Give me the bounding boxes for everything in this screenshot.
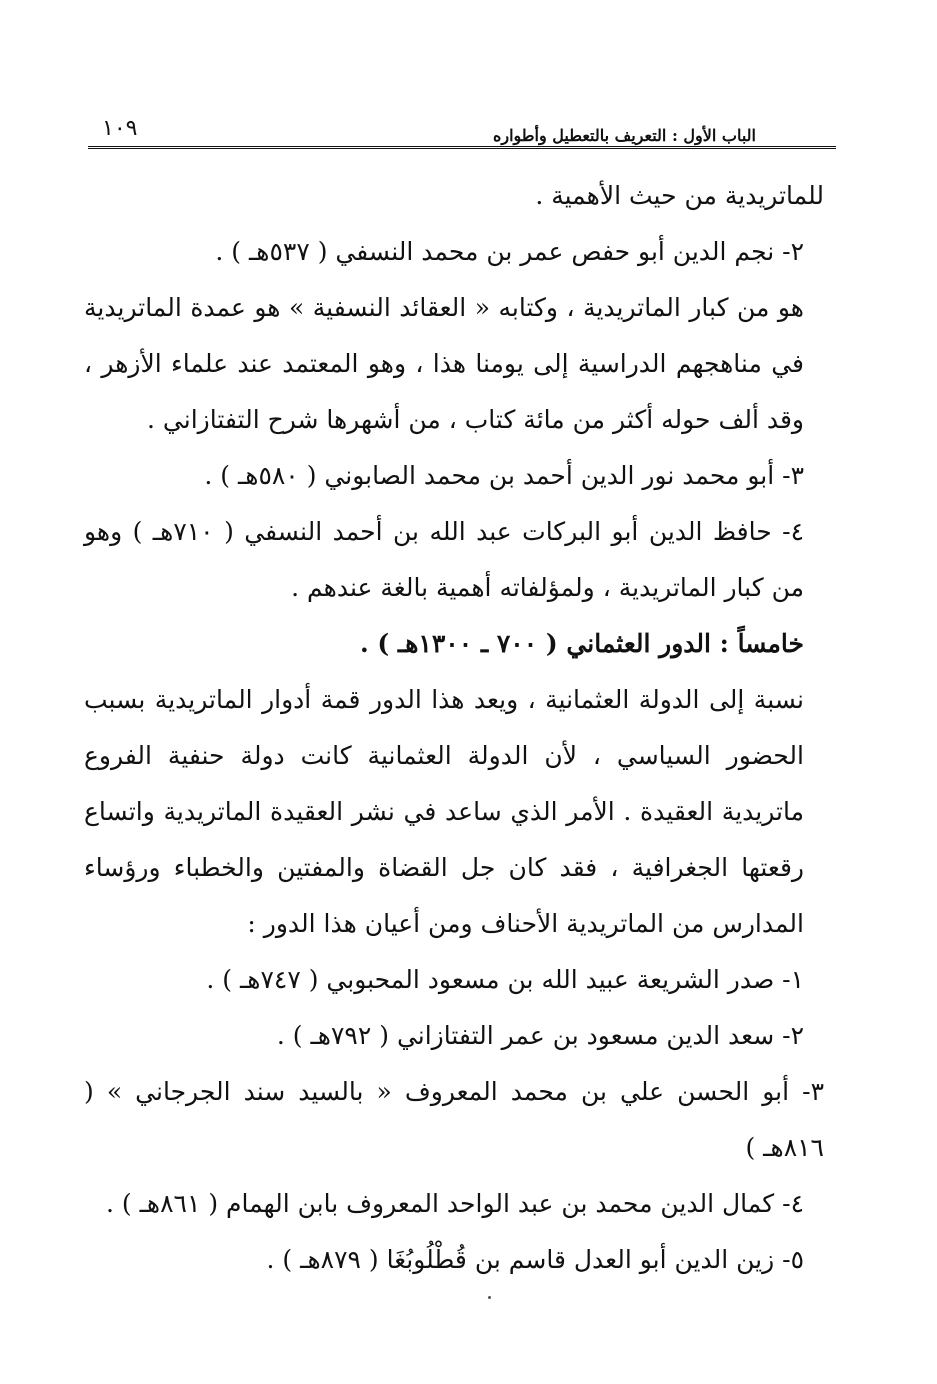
list-item-taftazani: ٢- سعد الدين مسعود بن عمر التفتازاني ( ٧٩٢هـ ) .	[276, 1021, 804, 1050]
page-header	[88, 112, 836, 152]
list-item-nasafi-umar: ٢- نجم الدين أبو حفص عمر بن محمد النسفي ( ٥٣٧هـ ) .	[215, 237, 804, 266]
list-item-qutlubugha: ٥- زين الدين أبو العدل قاسم بن قُطْلُوبُغَا ( ٨٧٩هـ ) .	[266, 1245, 804, 1274]
paragraph-continuation: للماتريدية من حيث الأهمية .	[535, 181, 824, 210]
section-heading-ottoman: خامساً : الدور العثماني ( ٧٠٠ ـ ١٣٠٠هـ ) .	[359, 629, 804, 658]
list-item-jurjani: ٣- أبو الحسن علي بن محمد المعروف « بالسيد سند الجرجاني » ( ٨١٦هـ )	[84, 1077, 824, 1162]
print-speck	[488, 1296, 491, 1299]
list-item-sabuni: ٣- أبو محمد نور الدين أحمد بن محمد الصابوني ( ٥٨٠هـ ) .	[204, 461, 804, 490]
page-number: ١٠٩	[102, 116, 138, 141]
header-rule	[88, 146, 836, 149]
running-title: الباب الأول : التعريف بالتعطيل وأطواره	[492, 126, 756, 145]
list-item-ibn-humam: ٤- كمال الدين محمد بن عبد الواحد المعروف بابن الهمام ( ٨٦١هـ ) .	[105, 1189, 804, 1218]
body-text	[84, 168, 824, 1288]
list-item-sadr-sharia: ١- صدر الشريعة عبيد الله بن مسعود المحبوبي ( ٧٤٧هـ ) .	[206, 965, 804, 994]
paragraph-ottoman-description: نسبة إلى الدولة العثمانية ، ويعد هذا الدور قمة أدوار الماتريدية بسبب الحضور السياسي ، لأن الدولة العثمانية كانت دولة حنفية الفروع ماتريدية العقيدة . الأمر الذي ساعد في نشر العقيدة الماتريدية واتساع رقعتها الجغرافية ، فقد كان جل القضاة والمفتين والخطباء ورؤساء المدارس من الماتريدية الأحناف ومن أعيان هذا الدور :	[84, 685, 804, 938]
paragraph-nasafi-description: هو من كبار الماتريدية ، وكتابه « العقائد النسفية » هو عمدة الماتريدية في مناهجهم الدراسية إلى يومنا هذا ، وهو المعتمد عند علماء الأزهر ، وقد ألف حوله أكثر من مائة كتاب ، من أشهرها شرح التفتازاني .	[84, 293, 804, 434]
list-item-hafiz-nasafi: ٤- حافظ الدين أبو البركات عبد الله بن أحمد النسفي ( ٧١٠هـ ) وهو من كبار الماتريدية ، ولمؤلفاته أهمية بالغة عندهم .	[84, 517, 805, 602]
